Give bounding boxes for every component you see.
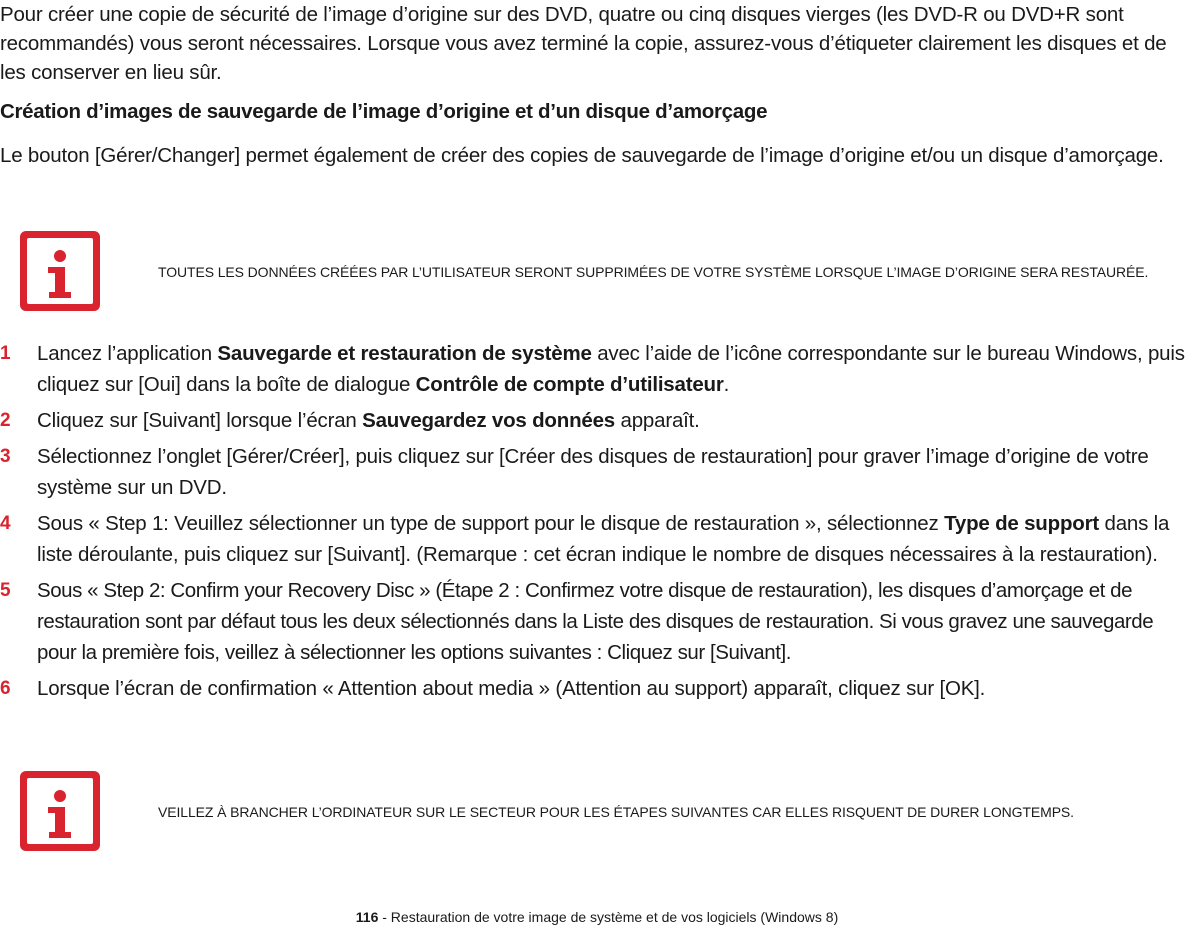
note-text: VEILLEZ À BRANCHER L’ORDINATEUR SUR LE SECTEUR POUR LES ÉTAPES SUIVANTES CAR ELLES RISQUENT DE DURER LONGTEMPS.: [158, 804, 1074, 820]
step-number: 6: [0, 678, 11, 699]
page-number: 116: [355, 909, 379, 925]
section-paragraph: Le bouton [Gérer/Changer] permet également de créer des copies de sauvegarde de l’image d’origine et/ou un disque d’amorçage.: [0, 144, 1164, 167]
list-item: 5 Sous « Step 2: Confirm your Recovery Disc » (Étape 2 : Confirmez votre disque de restauration), les disques d’amorçage et de restauration sont par défaut tous les deux sélectionnés dans la Liste des disques de restauration. Si vous gravez une sauvegarde pour la première fois, veillez à sélectionner les options suivantes : Cliquez sur [Suivant].: [0, 575, 1194, 668]
info-icon: [18, 769, 102, 853]
note-text: TOUTES LES DONNÉES CRÉÉES PAR L’UTILISATEUR SERONT SUPPRIMÉES DE VOTRE SYSTÈME LORSQUE L’IMAGE D’ORIGINE SERA RESTAURÉE.: [158, 264, 1149, 280]
screen-name: Sauvegardez vos données: [362, 409, 616, 432]
list-item: 1 Lancez l’application Sauvegarde et restauration de système avec l’aide de l’icône correspondante sur le bureau Windows, puis cliquez sur [Oui] dans la boîte de dialogue Contrôle de compte d’utilisateur.: [0, 338, 1194, 400]
list-item: 2 Cliquez sur [Suivant] lorsque l’écran Sauvegardez vos données apparaît.: [0, 405, 1194, 436]
steps-list: [0, 338, 1194, 709]
step-number: 2: [0, 410, 11, 431]
app-name: Sauvegarde et restauration de système: [217, 342, 592, 365]
list-item: 4 Sous « Step 1: Veuillez sélectionner un type de support pour le disque de restauration », sélectionnez Type de support dans la liste déroulante, puis cliquez sur [Suivant]. (Remarque : cet écran indique le nombre de disques nécessaires à la restauration).: [0, 508, 1194, 570]
intro-paragraph: Pour créer une copie de sécurité de l’image d’origine sur des DVD, quatre ou cinq disques vierges (les DVD-R ou DVD+R sont recommandés) vous seront nécessaires. Lorsque vous avez terminé la copie, assurez-vous d’étiqueter clairement les disques et de les conserver en lieu sûr.: [0, 3, 1167, 84]
step-number: 5: [0, 580, 11, 601]
dialog-name: Contrôle de compte d’utilisateur: [415, 373, 724, 396]
info-icon: [18, 229, 102, 313]
footer-title: - Restauration de votre image de système et de vos logiciels (Windows 8): [378, 909, 839, 925]
step-number: 1: [0, 343, 11, 364]
note-info-1: [18, 229, 1188, 315]
list-item: 3 Sélectionnez l’onglet [Gérer/Créer], puis cliquez sur [Créer des disques de restauration] pour graver l’image d’origine de votre système sur un DVD.: [0, 441, 1194, 503]
list-item: 6 Lorsque l’écran de confirmation « Attention about media » (Attention au support) apparaît, cliquez sur [OK].: [0, 673, 1194, 704]
section-heading: Création d’images de sauvegarde de l’image d’origine et d’un disque d’amorçage: [0, 100, 768, 123]
option-name: Type de support: [944, 512, 1099, 535]
note-info-2: [18, 769, 1188, 855]
step-number: 4: [0, 513, 11, 534]
page-footer: [0, 907, 1194, 927]
step-number: 3: [0, 446, 11, 467]
